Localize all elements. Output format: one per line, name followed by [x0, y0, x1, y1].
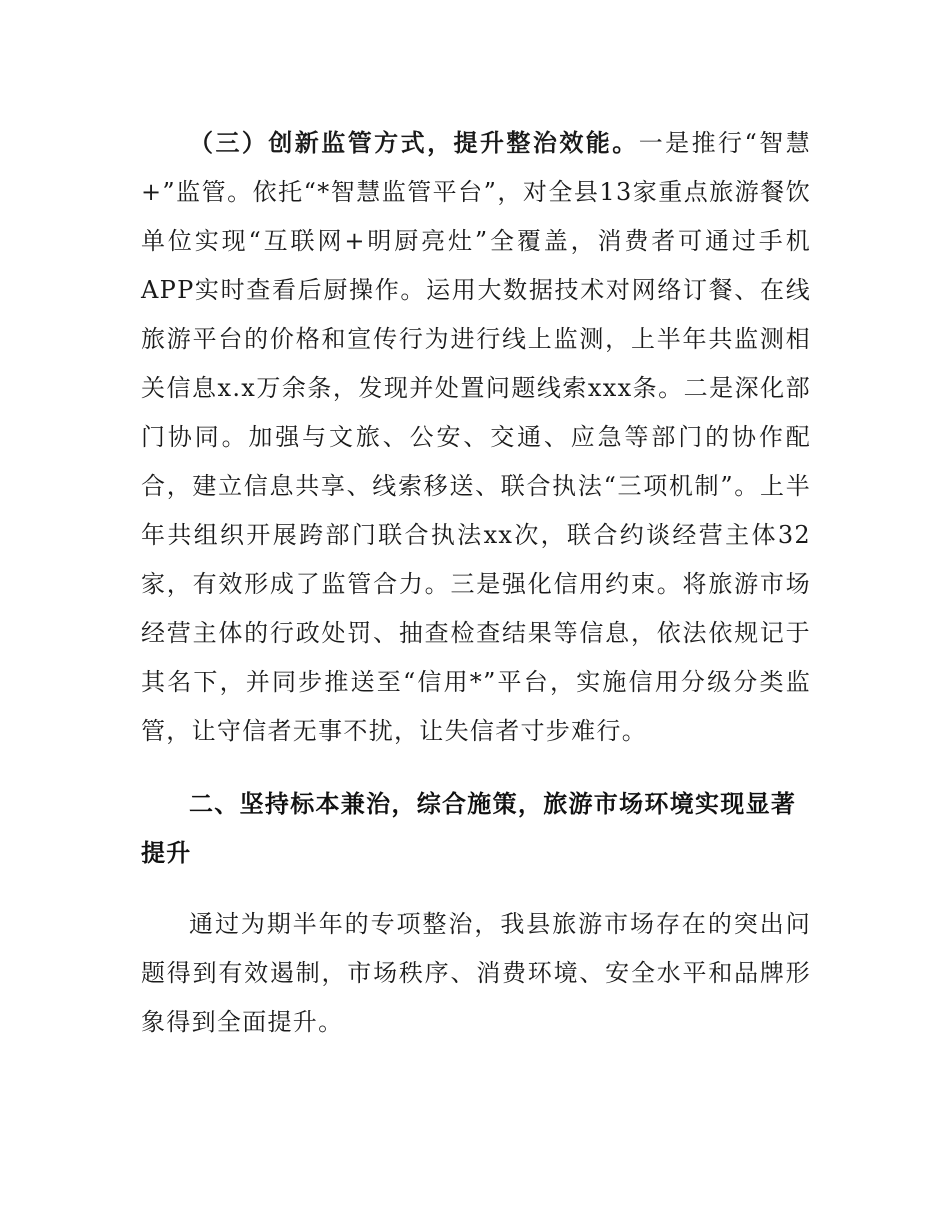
document-body	[141, 118, 811, 1047]
paragraph-lead-heading: （三）创新监管方式，提升整治效能。	[189, 128, 639, 157]
paragraph-innovate-supervision	[141, 118, 811, 756]
section-heading: 二、坚持标本兼治，综合施策，旅游市场环境实现显著提升	[141, 790, 797, 867]
paragraph-body-text: 一是推行“智慧+”监管。依托“*智慧监管平台”，对全县13家重点旅游餐饮单位实现“互联网+明厨亮灶”全覆盖，消费者可通过手机APP实时查看后厨操作。运用大数据技术对网络订餐、在线旅游平台的价格和宣传行为进行线上监测，上半年共监测相关信息x.x万余条，发现并处置问题线索xxx条。二是深化部门协同。加强与文旅、公安、交通、应急等部门的协作配合，建立信息共享、线索移送、联合执法“三项机制”。上半年共组织开展跨部门联合执法xx次，联合约谈经营主体32家，有效形成了监管合力。三是强化信用约束。将旅游市场经营主体的行政处罚、抽查检查结果等信息，依法依规记于其名下，并同步推送至“信用*”平台，实施信用分级分类监管，让守信者无事不扰，让失信者寸步难行。	[141, 129, 811, 745]
paragraph-summary: 通过为期半年的专项整治，我县旅游市场存在的突出问题得到有效遏制，市场秩序、消费环境、安全水平和品牌形象得到全面提升。	[141, 910, 811, 1036]
